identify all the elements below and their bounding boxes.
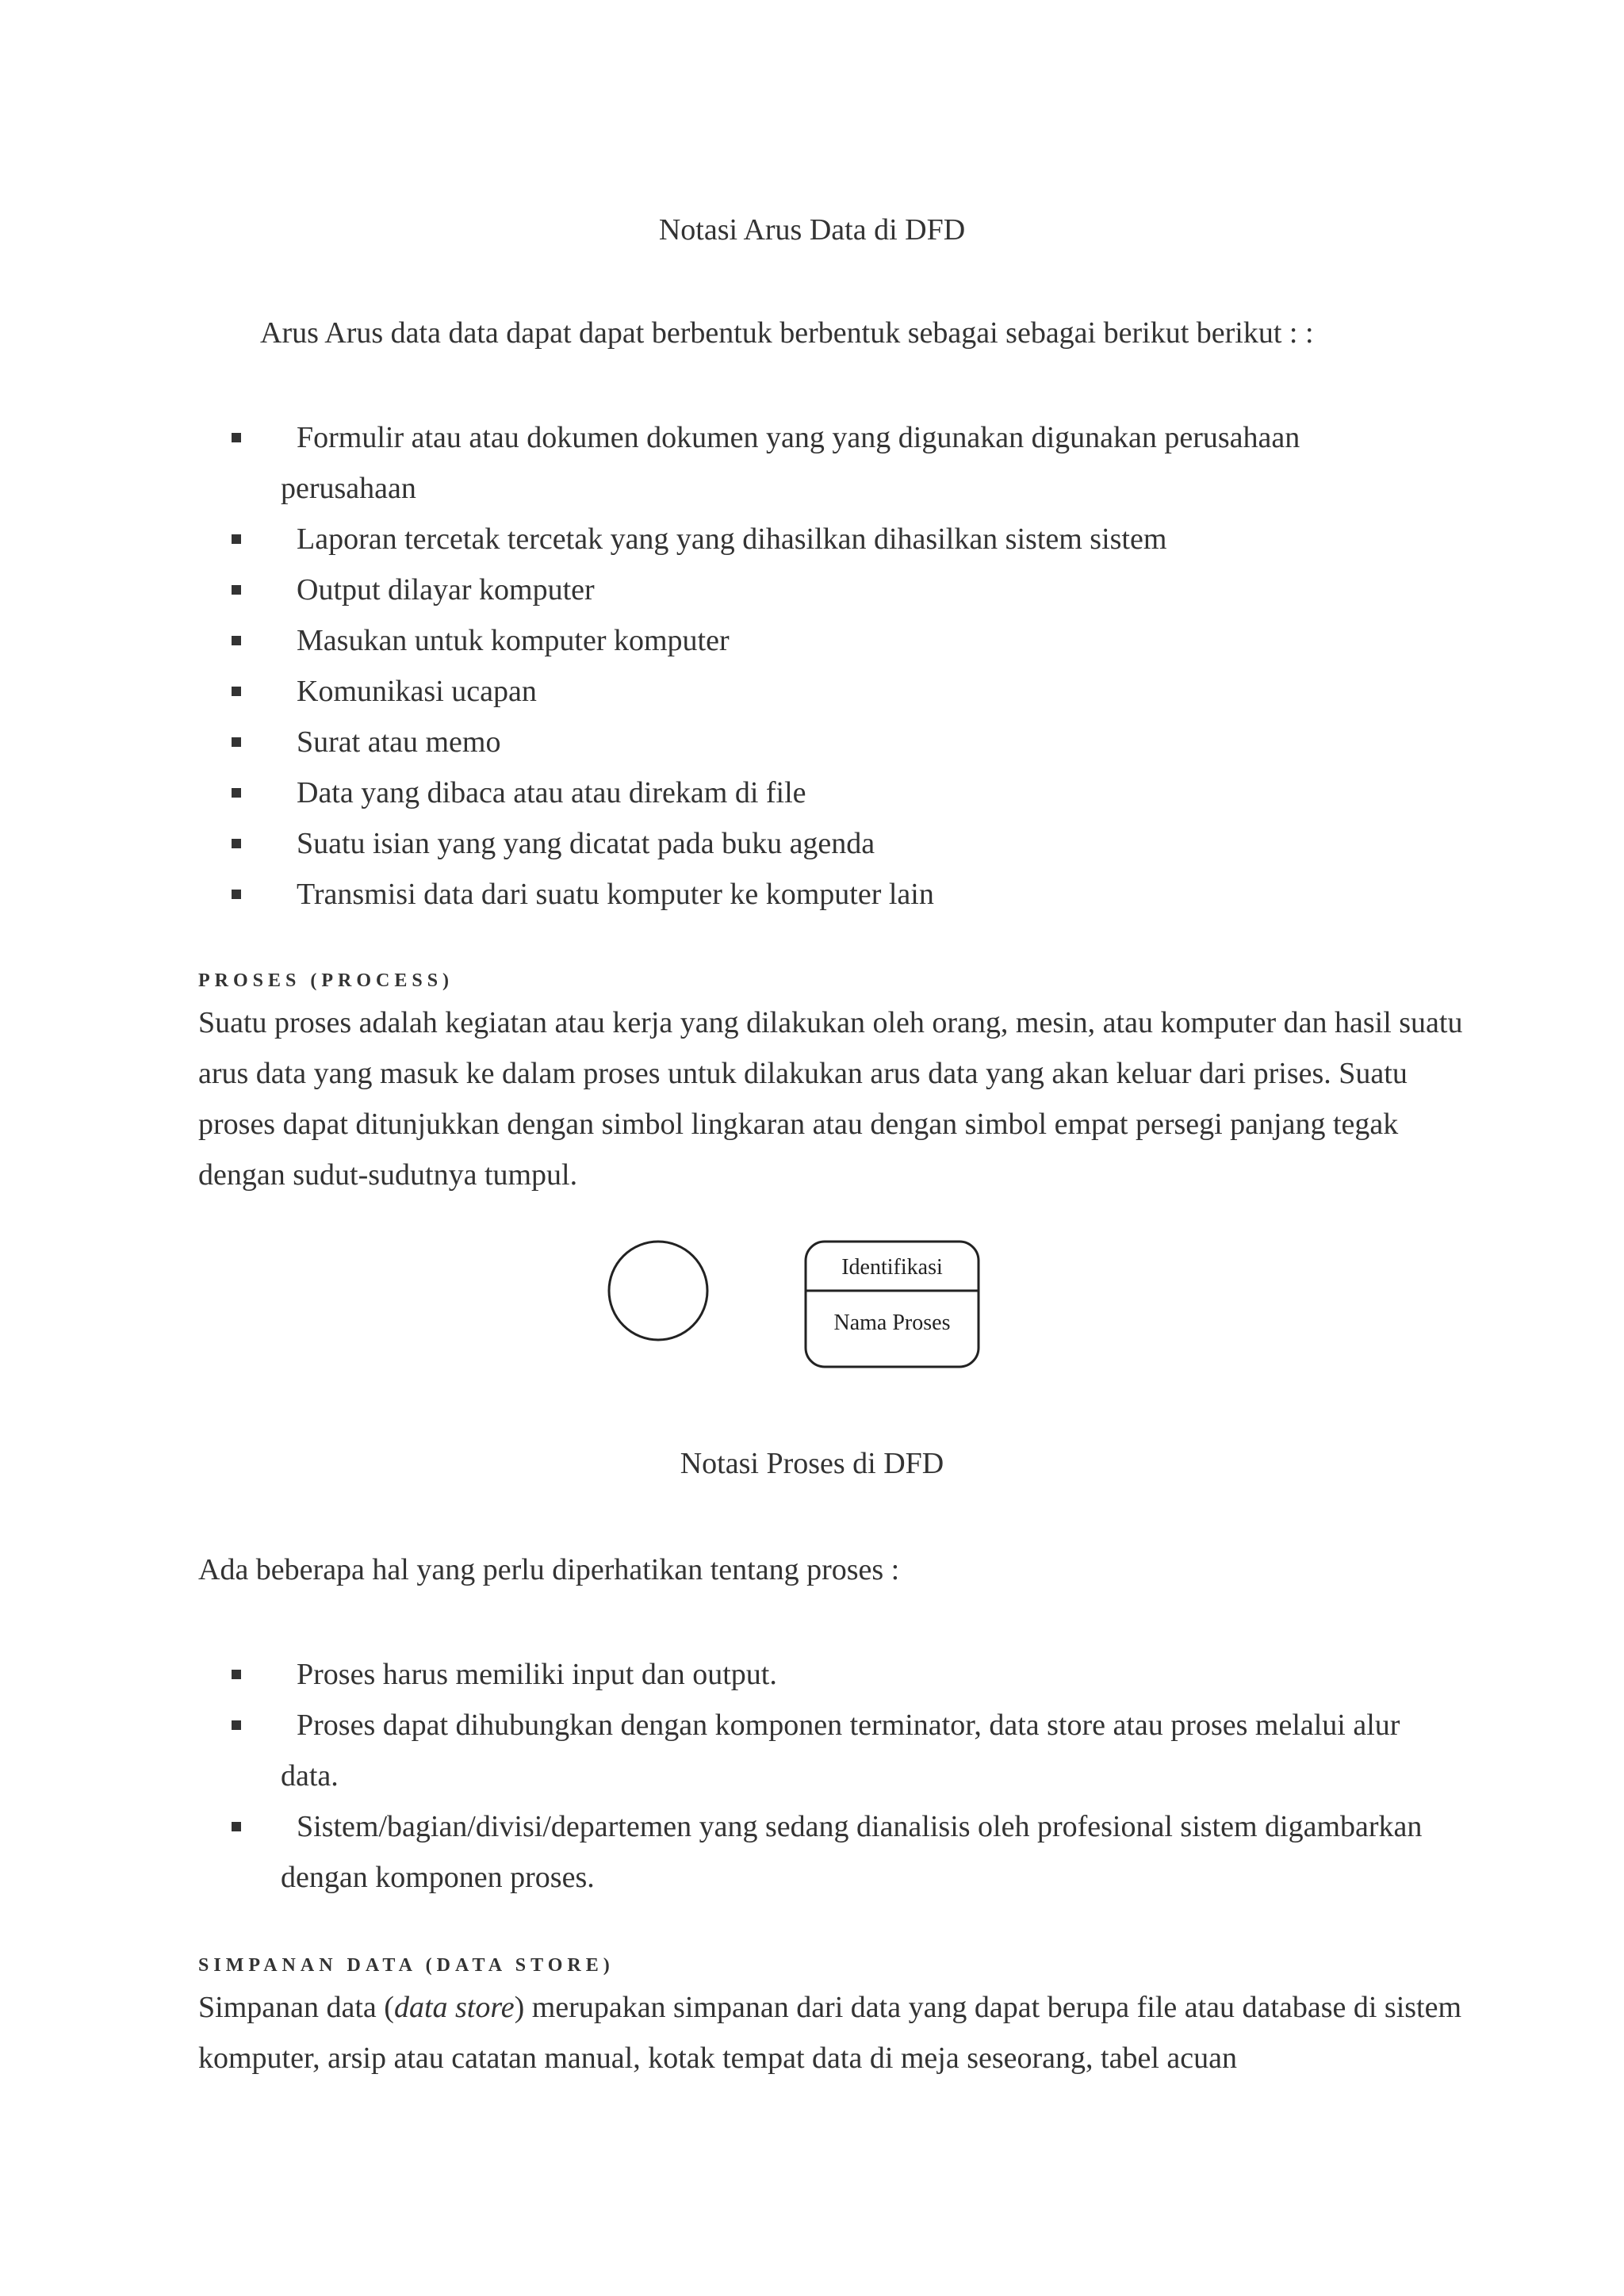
list-item: Proses harus memiliki input dan output. — [0, 1649, 1438, 1700]
list-item: Proses dapat dihubungkan dengan komponen terminator, data store atau proses melalui alur data. — [0, 1700, 1438, 1801]
bullet-square-icon — [232, 585, 241, 595]
list-item: Sistem/bagian/divisi/departemen yang sedang dianalisis oleh profesional sistem digambarkan dengan komponen proses. — [0, 1801, 1438, 1903]
list-item: Surat atau memo — [0, 717, 1438, 767]
list-hal-proses — [0, 1649, 1438, 1903]
paragraph-proses: Suatu proses adalah kegiatan atau kerja yang dilakukan oleh orang, mesin, atau komputer dan hasil suatu arus data yang masuk ke dalam proses untuk dilakukan arus data yang akan keluar dari prises. Suatu proses dapat ditunjukkan dengan simbol lingkaran atau dengan simbol empat persegi panjang tegak dengan sudut-sudutnya tumpul. — [198, 1006, 1463, 1192]
bullet-square-icon — [232, 636, 241, 645]
bullet-square-icon — [232, 1720, 241, 1730]
section-heading-proses: PROSES (PROCESS) — [198, 970, 454, 991]
bullet-square-icon — [232, 1822, 241, 1831]
list-item: Formulir atau atau dokumen dokumen yang yang digunakan digunakan perusahaan perusahaan — [0, 412, 1438, 514]
process-id-label: Identifikasi — [841, 1255, 943, 1280]
list-item: Data yang dibaca atau atau direkam di file — [0, 767, 1438, 818]
process-circle-symbol — [609, 1242, 707, 1340]
bullet-square-icon — [232, 788, 241, 798]
paragraph-hal-proses: Ada beberapa hal yang perlu diperhatikan tentang proses : — [198, 1553, 900, 1586]
paragraph-data-store: Simpanan data (data store) merupakan simpanan dari data yang dapat berupa file atau database di sistem komputer, arsip atau catatan manual, kotak tempat data di meja seseorang, tabel acuan — [198, 1991, 1462, 2075]
bullet-square-icon — [232, 1670, 241, 1679]
list-item: Laporan tercetak tercetak yang yang dihasilkan dihasilkan sistem sistem — [0, 514, 1438, 564]
list-item: Komunikasi ucapan — [0, 666, 1438, 717]
bullet-square-icon — [232, 687, 241, 696]
bullet-square-icon — [232, 839, 241, 848]
list-item: Output dilayar komputer — [0, 564, 1438, 615]
bullet-square-icon — [232, 433, 241, 442]
bullet-square-icon — [232, 890, 241, 899]
list-item: Suatu isian yang yang dicatat pada buku agenda — [0, 818, 1438, 869]
bullet-square-icon — [232, 737, 241, 747]
section-heading-data-store: SIMPANAN DATA (DATA STORE) — [198, 1955, 615, 1976]
process-name-label: Nama Proses — [833, 1311, 951, 1335]
caption-notasi-proses: Notasi Proses di DFD — [680, 1447, 944, 1480]
list-arus-data — [0, 412, 1438, 920]
intro-paragraph: Arus Arus data data dapat dapat berbentuk berbentuk sebagai sebagai berikut berikut : : — [260, 316, 1314, 350]
list-item: Masukan untuk komputer komputer — [0, 615, 1438, 666]
bullet-square-icon — [232, 534, 241, 544]
process-notation-diagram — [603, 1238, 983, 1373]
title-arus-data: Notasi Arus Data di DFD — [658, 213, 966, 247]
list-item: Transmisi data dari suatu komputer ke komputer lain — [0, 869, 1438, 920]
